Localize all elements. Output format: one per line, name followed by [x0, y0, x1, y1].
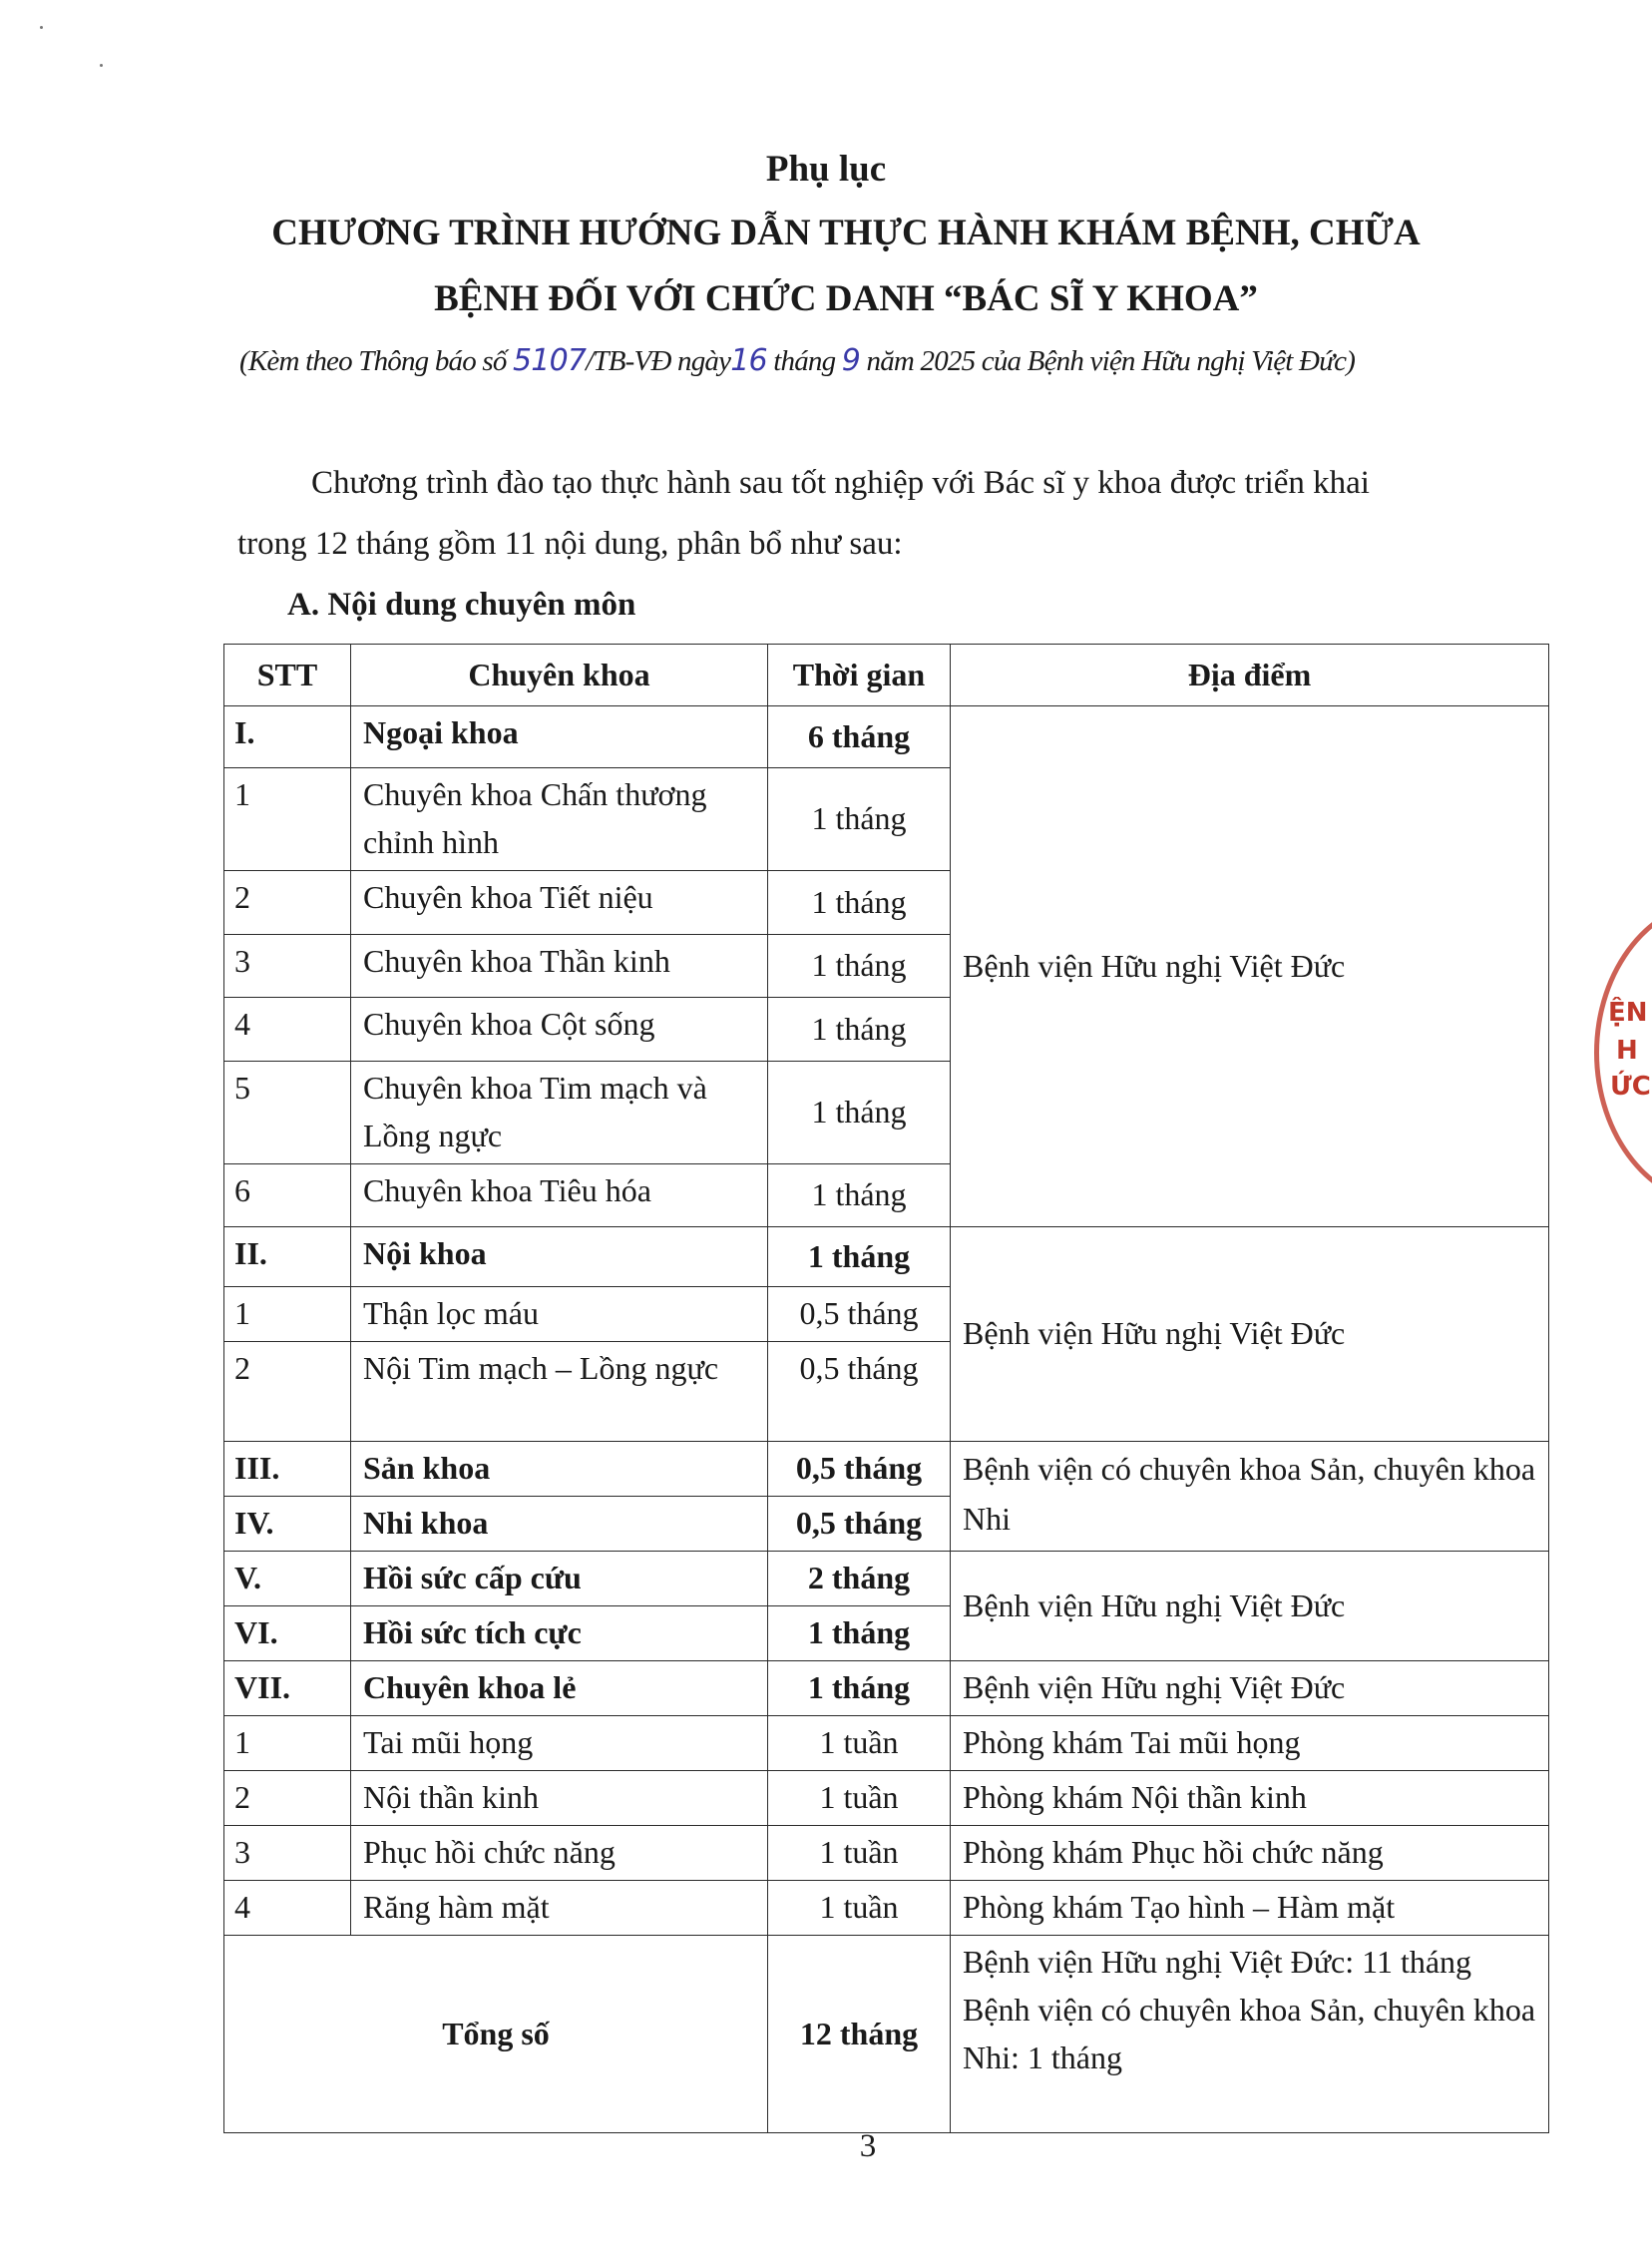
- reference-text-d: năm 2025 của Bệnh viện Hữu nghị Việt Đức): [860, 345, 1356, 377]
- appendix-title: Phụ lục: [765, 149, 887, 190]
- row-stt: 3: [224, 1826, 351, 1881]
- row-stt: 1: [224, 1716, 351, 1771]
- program-table: [223, 644, 1549, 2133]
- table-header-row: [224, 645, 1549, 706]
- program-title-line-1: CHƯƠNG TRÌNH HƯỚNG DẪN THỰC HÀNH KHÁM BỆNH, CHỮA: [271, 213, 1421, 253]
- row-duration: 6 tháng: [768, 706, 951, 768]
- total-location-line-1: Bệnh viện Hữu nghị Việt Đức: 11 tháng: [963, 1944, 1472, 1980]
- row-stt: 1: [224, 1287, 351, 1342]
- reference-text-a: (Kèm theo Thông báo số: [239, 345, 514, 377]
- page-number: 3: [859, 2128, 877, 2164]
- row-stt: 4: [224, 1881, 351, 1936]
- row-duration: 1 tháng: [768, 1062, 951, 1164]
- row-stt: 2: [224, 871, 351, 935]
- row-stt: II.: [224, 1227, 351, 1287]
- row-duration: 0,5 tháng: [768, 1442, 951, 1497]
- row-stt: IV.: [224, 1497, 351, 1552]
- row-stt: I.: [224, 706, 351, 768]
- row-location: Phòng khám Tai mũi họng: [951, 1716, 1549, 1771]
- header-location: Địa điểm: [951, 645, 1549, 706]
- row-specialty: Chuyên khoa Cột sống: [351, 998, 768, 1062]
- row-duration: 2 tháng: [768, 1552, 951, 1606]
- handwritten-notice-number: 5107: [513, 343, 587, 378]
- row-location: Bệnh viện Hữu nghị Việt Đức: [951, 1552, 1549, 1661]
- table-row: [224, 1442, 1549, 1497]
- program-title-line-2: BỆNH ĐỐI VỚI CHỨC DANH “BÁC SĨ Y KHOA”: [434, 278, 1258, 319]
- table-row: [224, 1552, 1549, 1606]
- total-location-line-2: Bệnh viện có chuyên khoa Sản, chuyên khoa Nhi: 1 tháng: [963, 1992, 1536, 2075]
- row-stt: III.: [224, 1442, 351, 1497]
- row-specialty: Răng hàm mặt: [351, 1881, 768, 1936]
- row-specialty: Tai mũi họng: [351, 1716, 768, 1771]
- table-row: [224, 706, 1549, 768]
- row-location: Bệnh viện Hữu nghị Việt Đức: [951, 1661, 1549, 1716]
- table-row: [224, 1661, 1549, 1716]
- total-location: [951, 1936, 1549, 2133]
- row-specialty: Chuyên khoa lẻ: [351, 1661, 768, 1716]
- row-specialty: Chuyên khoa Tiêu hóa: [351, 1164, 768, 1227]
- row-location: Bệnh viện có chuyên khoa Sản, chuyên khoa Nhi: [951, 1442, 1549, 1552]
- row-stt: 2: [224, 1342, 351, 1442]
- scan-speck: [100, 64, 103, 67]
- row-specialty: Hồi sức cấp cứu: [351, 1552, 768, 1606]
- row-duration: 1 tuần: [768, 1771, 951, 1826]
- document-reference: [239, 343, 1496, 378]
- row-specialty: Sản khoa: [351, 1442, 768, 1497]
- row-duration: 1 tuần: [768, 1881, 951, 1936]
- intro-line-2: trong 12 tháng gồm 11 nội dung, phân bổ như sau:: [237, 526, 903, 562]
- row-location: Phòng khám Nội thần kinh: [951, 1771, 1549, 1826]
- seal-lettering: H: [1616, 1036, 1638, 1066]
- row-duration: 1 tháng: [768, 998, 951, 1062]
- row-specialty: Ngoại khoa: [351, 706, 768, 768]
- row-specialty: Thận lọc máu: [351, 1287, 768, 1342]
- row-specialty: Chuyên khoa Tim mạch và Lồng ngực: [351, 1062, 768, 1164]
- header-specialty: Chuyên khoa: [351, 645, 768, 706]
- reference-text-b: /TB-VĐ ngày: [586, 345, 731, 377]
- row-location: Bệnh viện Hữu nghị Việt Đức: [951, 706, 1549, 1227]
- table-row: [224, 1227, 1549, 1287]
- row-stt: VI.: [224, 1606, 351, 1661]
- row-stt: 4: [224, 998, 351, 1062]
- row-duration: 1 tháng: [768, 935, 951, 998]
- row-duration: 1 tháng: [768, 1164, 951, 1227]
- row-specialty: Nội thần kinh: [351, 1771, 768, 1826]
- table-row: [224, 1881, 1549, 1936]
- seal-lettering: ỨC: [1610, 1072, 1651, 1102]
- row-stt: VII.: [224, 1661, 351, 1716]
- total-label: Tổng số: [224, 1936, 768, 2133]
- row-duration: 1 tuần: [768, 1826, 951, 1881]
- row-stt: 6: [224, 1164, 351, 1227]
- row-specialty: Hồi sức tích cực: [351, 1606, 768, 1661]
- row-duration: 0,5 tháng: [768, 1497, 951, 1552]
- scan-speck: [40, 26, 43, 29]
- table-row: [224, 1771, 1549, 1826]
- reference-text-c: tháng: [766, 345, 842, 377]
- row-specialty: Chuyên khoa Chấn thương chỉnh hình: [351, 768, 768, 871]
- red-seal-stamp: [1594, 898, 1652, 1197]
- row-duration: 1 tuần: [768, 1716, 951, 1771]
- row-duration: 0,5 tháng: [768, 1342, 951, 1442]
- row-duration: 1 tháng: [768, 1661, 951, 1716]
- row-location: Phòng khám Tạo hình – Hàm mặt: [951, 1881, 1549, 1936]
- row-specialty: Chuyên khoa Thần kinh: [351, 935, 768, 998]
- handwritten-month: 9: [841, 343, 861, 378]
- handwritten-day: 16: [730, 343, 767, 378]
- row-specialty: Chuyên khoa Tiết niệu: [351, 871, 768, 935]
- row-location: Bệnh viện Hữu nghị Việt Đức: [951, 1227, 1549, 1442]
- table-row: [224, 1826, 1549, 1881]
- section-heading: A. Nội dung chuyên môn: [287, 587, 636, 623]
- seal-lettering: ỆN: [1608, 998, 1648, 1028]
- row-stt: 2: [224, 1771, 351, 1826]
- row-specialty: Phục hồi chức năng: [351, 1826, 768, 1881]
- row-stt: 1: [224, 768, 351, 871]
- header-stt: STT: [224, 645, 351, 706]
- total-duration: 12 tháng: [768, 1936, 951, 2133]
- row-specialty: Nội Tim mạch – Lồng ngực: [351, 1342, 768, 1442]
- row-duration: 0,5 tháng: [768, 1287, 951, 1342]
- row-stt: 3: [224, 935, 351, 998]
- row-duration: 1 tháng: [768, 1606, 951, 1661]
- row-specialty: Nhi khoa: [351, 1497, 768, 1552]
- row-stt: V.: [224, 1552, 351, 1606]
- row-duration: 1 tháng: [768, 1227, 951, 1287]
- row-duration: 1 tháng: [768, 768, 951, 871]
- row-duration: 1 tháng: [768, 871, 951, 935]
- table-total-row: [224, 1936, 1549, 2133]
- table-row: [224, 1716, 1549, 1771]
- row-location: Phòng khám Phục hồi chức năng: [951, 1826, 1549, 1881]
- row-specialty: Nội khoa: [351, 1227, 768, 1287]
- header-duration: Thời gian: [768, 645, 951, 706]
- intro-line-1: Chương trình đào tạo thực hành sau tốt nghiệp với Bác sĩ y khoa được triển khai: [311, 465, 1370, 501]
- row-stt: 5: [224, 1062, 351, 1164]
